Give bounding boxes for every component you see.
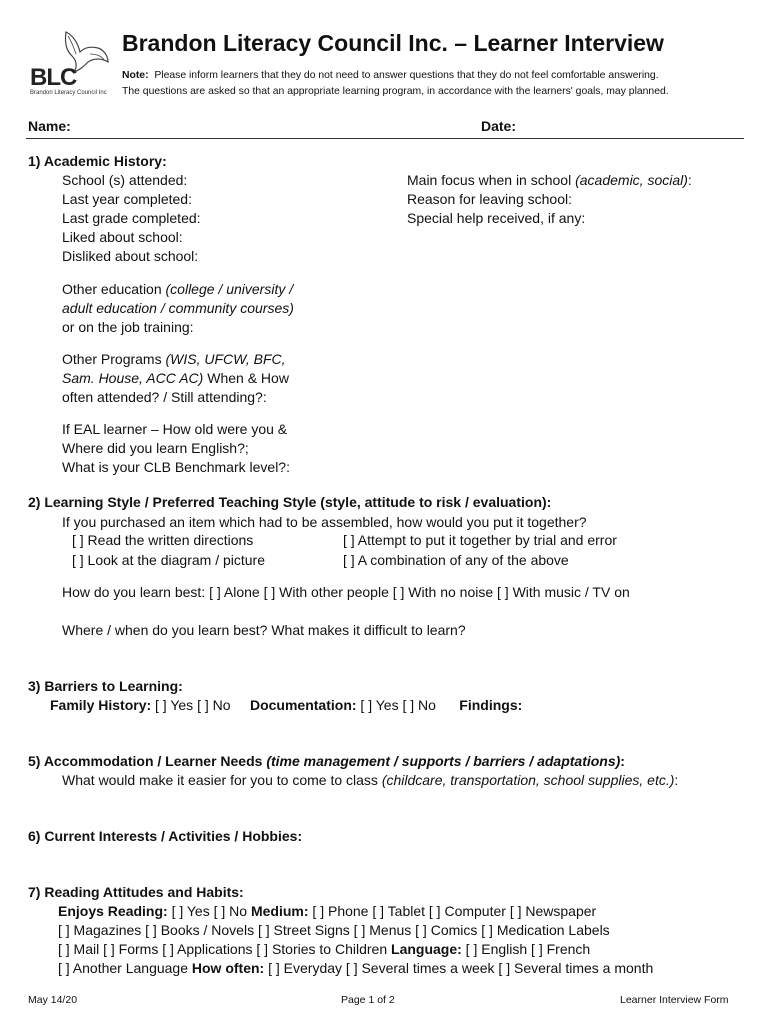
- option-combination[interactable]: [ ] A combination of any of the above: [343, 552, 569, 568]
- option-look-diagram[interactable]: [ ] Look at the diagram / picture: [72, 552, 265, 568]
- section-7-heading: 7) Reading Attitudes and Habits:: [28, 884, 244, 900]
- liked-label: Liked about school:: [62, 229, 183, 245]
- last-grade-label: Last grade completed:: [62, 210, 201, 226]
- note-line-2: The questions are asked so that an appropriate learning program, in accordance with the learners' goals, may planned.: [122, 86, 669, 97]
- language-options[interactable]: [ ] English [ ] French: [461, 941, 591, 957]
- programs-text: When & How: [203, 370, 289, 386]
- accommodation-question: [62, 772, 678, 788]
- reading-row-3: [58, 941, 590, 957]
- eal-label: [62, 420, 290, 477]
- main-focus-label: [407, 171, 692, 190]
- where-when-question: Where / when do you learn best? What makes it difficult to learn?: [62, 622, 466, 638]
- another-language-option[interactable]: [ ] Another Language: [58, 960, 192, 976]
- accommodation-question-colon: :: [674, 772, 679, 788]
- assembly-question: If you purchased an item which had to be assembled, how would you put it together?: [62, 514, 587, 530]
- programs-text-1: Other Programs: [62, 351, 166, 367]
- section-5-heading-text: 5) Accommodation / Learner Needs: [28, 753, 267, 769]
- section-1-heading: 1) Academic History:: [28, 153, 167, 169]
- accommodation-question-text: What would make it easier for you to come to class: [62, 772, 382, 788]
- section-5-heading-colon: :: [620, 753, 625, 769]
- medium-options[interactable]: [ ] Phone [ ] Tablet [ ] Computer [ ] Newspaper: [308, 903, 597, 919]
- language-label: Language:: [391, 941, 462, 957]
- programs-line-2: [62, 369, 289, 388]
- programs-italic-1: (WIS, UFCW, BFC,: [165, 351, 286, 367]
- family-history-label: Family History:: [50, 697, 152, 713]
- section-5-heading-italic: (time management / supports / barriers / adaptations): [266, 753, 621, 769]
- findings-label: Findings:: [459, 697, 523, 713]
- learn-best-options[interactable]: How do you learn best: [ ] Alone [ ] With other people [ ] With no noise [ ] With music / TV on: [62, 584, 630, 600]
- enjoys-reading-label: Enjoys Reading:: [58, 903, 168, 919]
- documentation-label: Documentation:: [249, 697, 357, 713]
- family-history-options[interactable]: [ ] Yes [ ] No: [151, 697, 231, 713]
- option-read-directions[interactable]: [ ] Read the written directions: [72, 532, 254, 548]
- other-education-label: [62, 280, 294, 337]
- other-programs-label: [62, 350, 289, 407]
- section-5-heading: [28, 753, 625, 769]
- other-ed-text: Other education: [62, 281, 166, 297]
- eal-line-2: Where did you learn English?;: [62, 440, 249, 456]
- medium-label: Medium:: [250, 903, 309, 919]
- special-help-label: Special help received, if any:: [407, 210, 586, 226]
- header-divider: [26, 138, 744, 139]
- how-often-options[interactable]: [ ] Everyday [ ] Several times a week [ ] Several times a month: [264, 960, 654, 976]
- reading-materials-options[interactable]: [ ] Mail [ ] Forms [ ] Applications [ ] Stories to Children: [58, 941, 392, 957]
- main-focus-colon: :: [687, 172, 692, 188]
- blc-logo: [26, 30, 112, 100]
- date-label: Date:: [481, 118, 517, 134]
- logo-text: BLC: [30, 64, 77, 91]
- accommodation-question-italic: (childcare, transportation, school supplies, etc.): [381, 772, 675, 788]
- reason-leaving-label: Reason for leaving school:: [407, 191, 572, 207]
- last-year-label: Last year completed:: [62, 191, 192, 207]
- reading-row-2[interactable]: [ ] Magazines [ ] Books / Novels [ ] Street Signs [ ] Menus [ ] Comics [ ] Medication Labels: [58, 922, 610, 938]
- disliked-label: Disliked about school:: [62, 248, 199, 264]
- note: [122, 68, 669, 100]
- school-attended-label: School (s) attended:: [62, 172, 188, 188]
- page-title: Brandon Literacy Council Inc. – Learner Interview: [122, 30, 664, 56]
- other-ed-italic-1: (college / university /: [165, 281, 294, 297]
- note-line-1: Please inform learners that they do not need to answer questions that they do not feel comfortable answering.: [154, 70, 659, 81]
- how-often-label: How often:: [191, 960, 265, 976]
- name-label: Name:: [28, 118, 71, 134]
- other-ed-text-3: or on the job training:: [62, 319, 194, 335]
- programs-line-1: [62, 350, 289, 369]
- other-ed-italic-2: adult education / community courses): [62, 300, 294, 316]
- academic-left-fields: [62, 171, 201, 266]
- programs-line-3: often attended? / Still attending?:: [62, 389, 267, 405]
- reading-row-1: [58, 903, 596, 919]
- footer-date: May 14/20: [28, 994, 78, 1006]
- logo-subtext: Brandon Literacy Council Inc: [30, 90, 107, 96]
- note-label: Note:: [122, 70, 149, 81]
- barriers-row: [50, 697, 522, 713]
- documentation-options[interactable]: [ ] Yes [ ] No: [356, 697, 436, 713]
- enjoys-reading-options[interactable]: [ ] Yes [ ] No: [167, 903, 251, 919]
- eal-line-3: What is your CLB Benchmark level?:: [62, 459, 290, 475]
- section-6-heading: 6) Current Interests / Activities / Hobbies:: [28, 828, 303, 844]
- programs-italic: Sam. House, ACC AC): [62, 370, 204, 386]
- reading-row-4: [58, 960, 653, 976]
- section-2-heading: 2) Learning Style / Preferred Teaching Style (style, attitude to risk / evaluation):: [28, 494, 552, 510]
- eal-line-1: If EAL learner – How old were you &: [62, 421, 288, 437]
- academic-right-fields: [407, 171, 692, 228]
- section-3-heading: 3) Barriers to Learning:: [28, 678, 183, 694]
- footer-page: Page 1 of 2: [341, 994, 395, 1006]
- footer-form-name: Learner Interview Form: [620, 994, 729, 1006]
- main-focus-italic: (academic, social): [575, 172, 688, 188]
- option-trial-error[interactable]: [ ] Attempt to put it together by trial and error: [343, 532, 617, 548]
- main-focus-text: Main focus when in school: [407, 172, 576, 188]
